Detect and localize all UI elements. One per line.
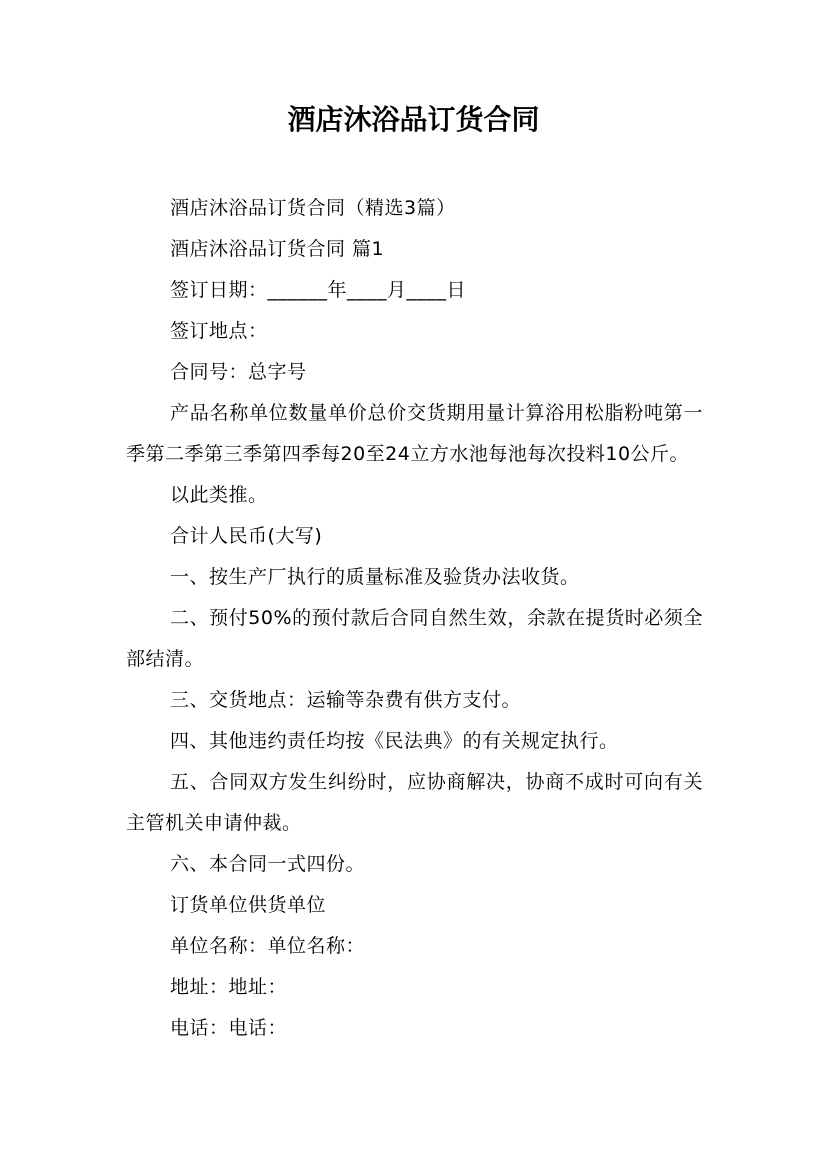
document-title: 酒店沐浴品订货合同 (287, 103, 540, 136)
paragraph-section-heading: 酒店沐浴品订货合同 篇1 (170, 238, 385, 260)
paragraph-clause-1: 一、按生产厂执行的质量标准及验货办法收货。 (170, 566, 580, 588)
paragraph-clause-3: 三、交货地点：运输等杂费有供方支付。 (170, 689, 522, 711)
paragraph-and-so-on: 以此类推。 (170, 484, 268, 506)
paragraph-unit-name: 单位名称：单位名称： (170, 935, 366, 957)
paragraph-subtitle: 酒店沐浴品订货合同（精选3篇） (170, 197, 456, 219)
paragraph-clause-4: 四、其他违约责任均按《民法典》的有关规定执行。 (170, 730, 619, 752)
paragraph-phone: 电话：电话： (170, 1017, 288, 1039)
paragraph-total-rmb: 合计人民币(大写) (170, 525, 323, 547)
paragraph-sign-place: 签订地点： (170, 320, 268, 342)
document-body (126, 188, 703, 1049)
paragraph-address: 地址：地址： (170, 976, 288, 998)
paragraph-clause-6: 六、本合同一式四份。 (170, 853, 366, 875)
paragraph-parties: 订货单位供货单位 (170, 894, 327, 916)
paragraph-clause-5: 五、合同双方发生纠纷时，应协商解决，协商不成时可向有关主管机关申请仲裁。 (126, 771, 703, 834)
paragraph-clause-2: 二、预付50%的预付款后合同自然生效，余款在提货时必须全部结清。 (126, 607, 703, 670)
paragraph-contract-number: 合同号：总字号 (170, 361, 307, 383)
paragraph-product-info: 产品名称单位数量单价总价交货期用量计算浴用松脂粉吨第一季第二季第三季第四季每20至24立方水池每池每次投料10公斤。 (126, 402, 703, 465)
paragraph-sign-date: 签订日期：______年____月____日 (170, 279, 467, 301)
